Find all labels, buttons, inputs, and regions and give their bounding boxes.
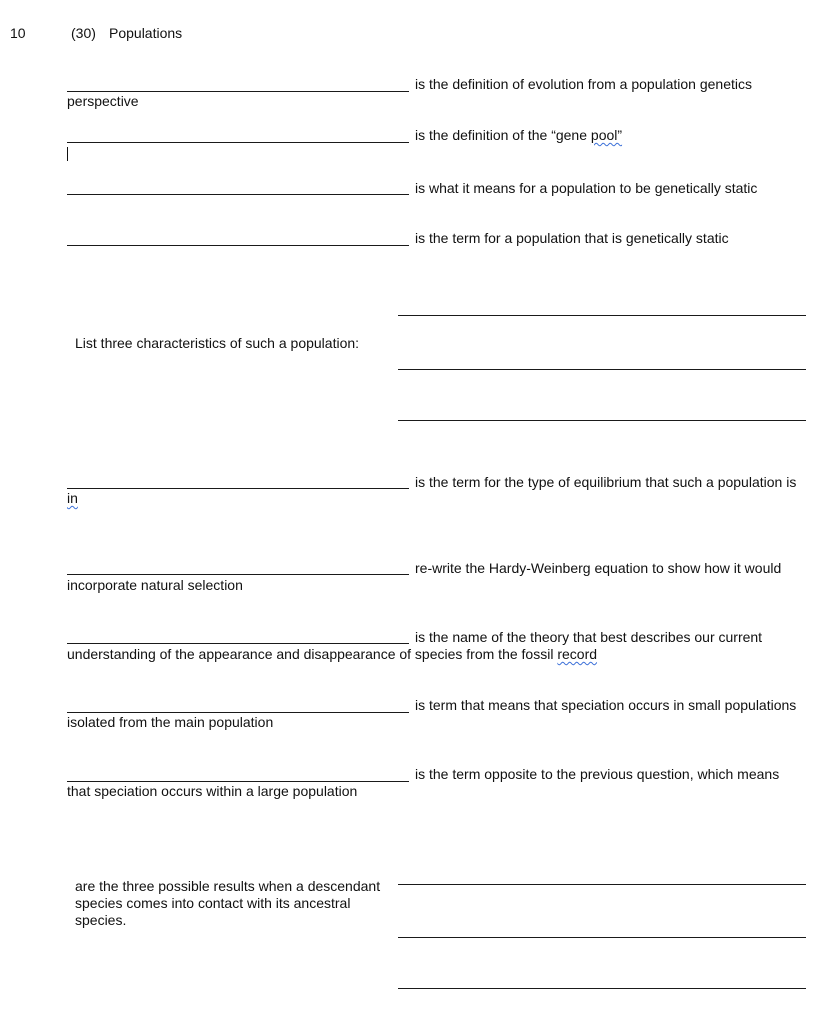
q8-continuation: isolated from the main population xyxy=(67,714,274,730)
list1-blank-2[interactable] xyxy=(398,369,806,370)
q8-text: is term that means that speciation occurs in small populations xyxy=(415,697,797,713)
text-cursor xyxy=(67,147,68,161)
q7-text: is the name of the theory that best describes our current xyxy=(415,629,763,645)
q1-text: is the definition of evolution from a population genetics xyxy=(415,76,752,92)
q2-spellcheck-word: pool” xyxy=(590,127,623,143)
q4-text: is the term for a population that is genetically static xyxy=(415,230,729,246)
list1-blank-1[interactable] xyxy=(398,315,806,316)
list2-blank-3[interactable] xyxy=(398,988,806,989)
q2-text-main: is the definition of the “gene xyxy=(415,127,591,143)
q7-spellcheck-word: record xyxy=(557,646,598,662)
q7-continuation xyxy=(67,646,597,663)
q3-text: is what it means for a population to be genetically static xyxy=(415,180,758,196)
list1-blank-3[interactable] xyxy=(398,420,806,421)
q1-continuation: perspective xyxy=(67,93,139,109)
answer-blank-3[interactable] xyxy=(67,194,409,195)
q2-text xyxy=(415,127,622,144)
answer-blank-6[interactable] xyxy=(67,574,409,575)
list2-prompt: are the three possible results when a descendant species comes into contact with its ancestral species. xyxy=(75,878,381,928)
answer-blank-8[interactable] xyxy=(67,712,409,713)
list2-blank-1[interactable] xyxy=(398,884,806,885)
question-title: Populations xyxy=(109,25,183,41)
answer-blank-4[interactable] xyxy=(67,245,409,246)
q6-text: re-write the Hardy-Weinberg equation to show how it would xyxy=(415,560,782,576)
answer-blank-1[interactable] xyxy=(67,91,409,92)
question-points: (30) xyxy=(71,25,96,41)
q7-continuation-main: understanding of the appearance and disappearance of species from the fossil xyxy=(67,646,558,662)
answer-blank-7[interactable] xyxy=(67,643,409,644)
question-number: 10 xyxy=(10,25,26,41)
q9-continuation: that speciation occurs within a large population xyxy=(67,783,358,799)
q5-text: is the term for the type of equilibrium that such a population is xyxy=(415,474,797,490)
answer-blank-9[interactable] xyxy=(67,781,409,782)
answer-blank-2[interactable] xyxy=(67,142,409,143)
q6-continuation: incorporate natural selection xyxy=(67,577,243,593)
q5-spellcheck-word: in xyxy=(67,490,78,506)
q9-text: is the term opposite to the previous question, which means xyxy=(415,766,780,782)
answer-blank-5[interactable] xyxy=(67,488,409,489)
list2-blank-2[interactable] xyxy=(398,937,806,938)
q5-continuation xyxy=(67,490,78,507)
list1-prompt: List three characteristics of such a population: xyxy=(75,335,360,351)
